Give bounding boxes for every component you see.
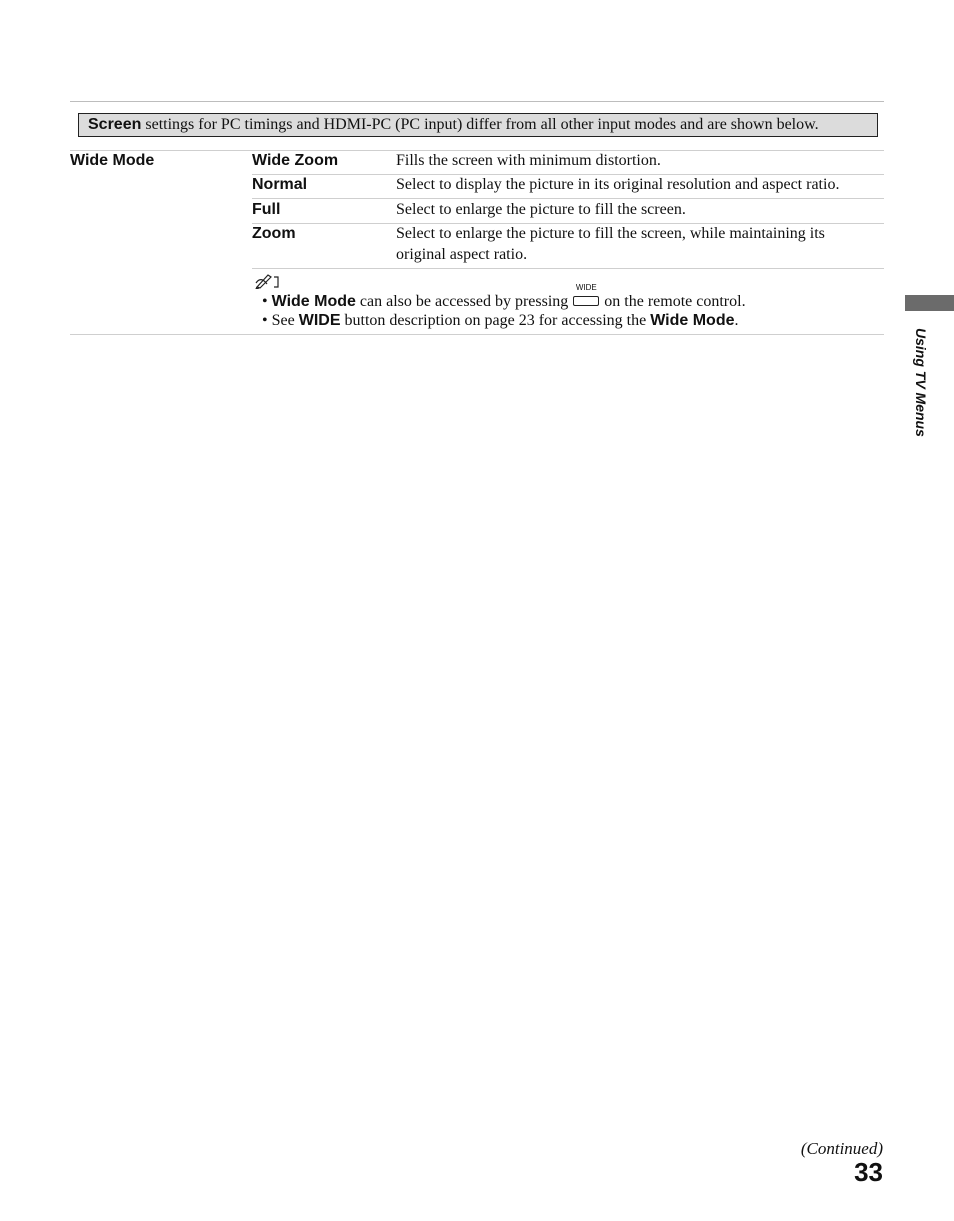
note-pencil-icon (255, 271, 281, 289)
note-text: See (267, 312, 299, 329)
option-desc-wide-zoom: Fills the screen with minimum distortion. (396, 152, 661, 169)
page-number: 33 (854, 1157, 883, 1187)
continued-label: (Continued) (800, 1139, 883, 1158)
wide-button-key (573, 296, 599, 306)
option-label-zoom: Zoom (252, 225, 296, 242)
note-term: Wide Mode (271, 293, 356, 310)
table-bottom-rule (70, 334, 884, 335)
note-bullet: • (262, 293, 268, 310)
option-label-full: Full (252, 201, 281, 218)
banner-term: Screen (88, 116, 142, 133)
note-button-term: WIDE (298, 312, 341, 329)
note-text: . (734, 312, 739, 329)
wide-button-icon (572, 283, 600, 310)
note-term: Wide Mode (650, 312, 735, 329)
banner-text: settings for PC timings and HDMI-PC (PC input) differ from all other input modes and are shown below. (141, 116, 819, 133)
option-desc-zoom: Select to enlarge the picture to fill the screen, while maintaining its original aspect ratio. (396, 225, 825, 263)
option-desc-normal: Select to display the picture in its original resolution and aspect ratio. (396, 176, 840, 193)
pc-input-banner (78, 113, 878, 137)
note-bullet: • (262, 312, 268, 329)
option-label-normal: Normal (252, 176, 308, 193)
row-rule (252, 268, 884, 269)
note-1 (262, 283, 746, 312)
note-text: on the remote control. (604, 293, 746, 310)
note-text: can also be accessed by pressing (355, 293, 569, 310)
option-desc-full: Select to enlarge the picture to fill the screen. (396, 201, 686, 218)
note-text: button description on page 23 for accessing the (340, 312, 651, 329)
wide-button-caption: WIDE (575, 283, 597, 292)
section-label: Using TV Menus (913, 328, 929, 437)
section-tab (905, 295, 954, 311)
option-label-wide-zoom: Wide Zoom (252, 152, 339, 169)
note-2 (262, 311, 739, 331)
setting-name: Wide Mode (70, 152, 155, 169)
top-rule (70, 101, 884, 102)
